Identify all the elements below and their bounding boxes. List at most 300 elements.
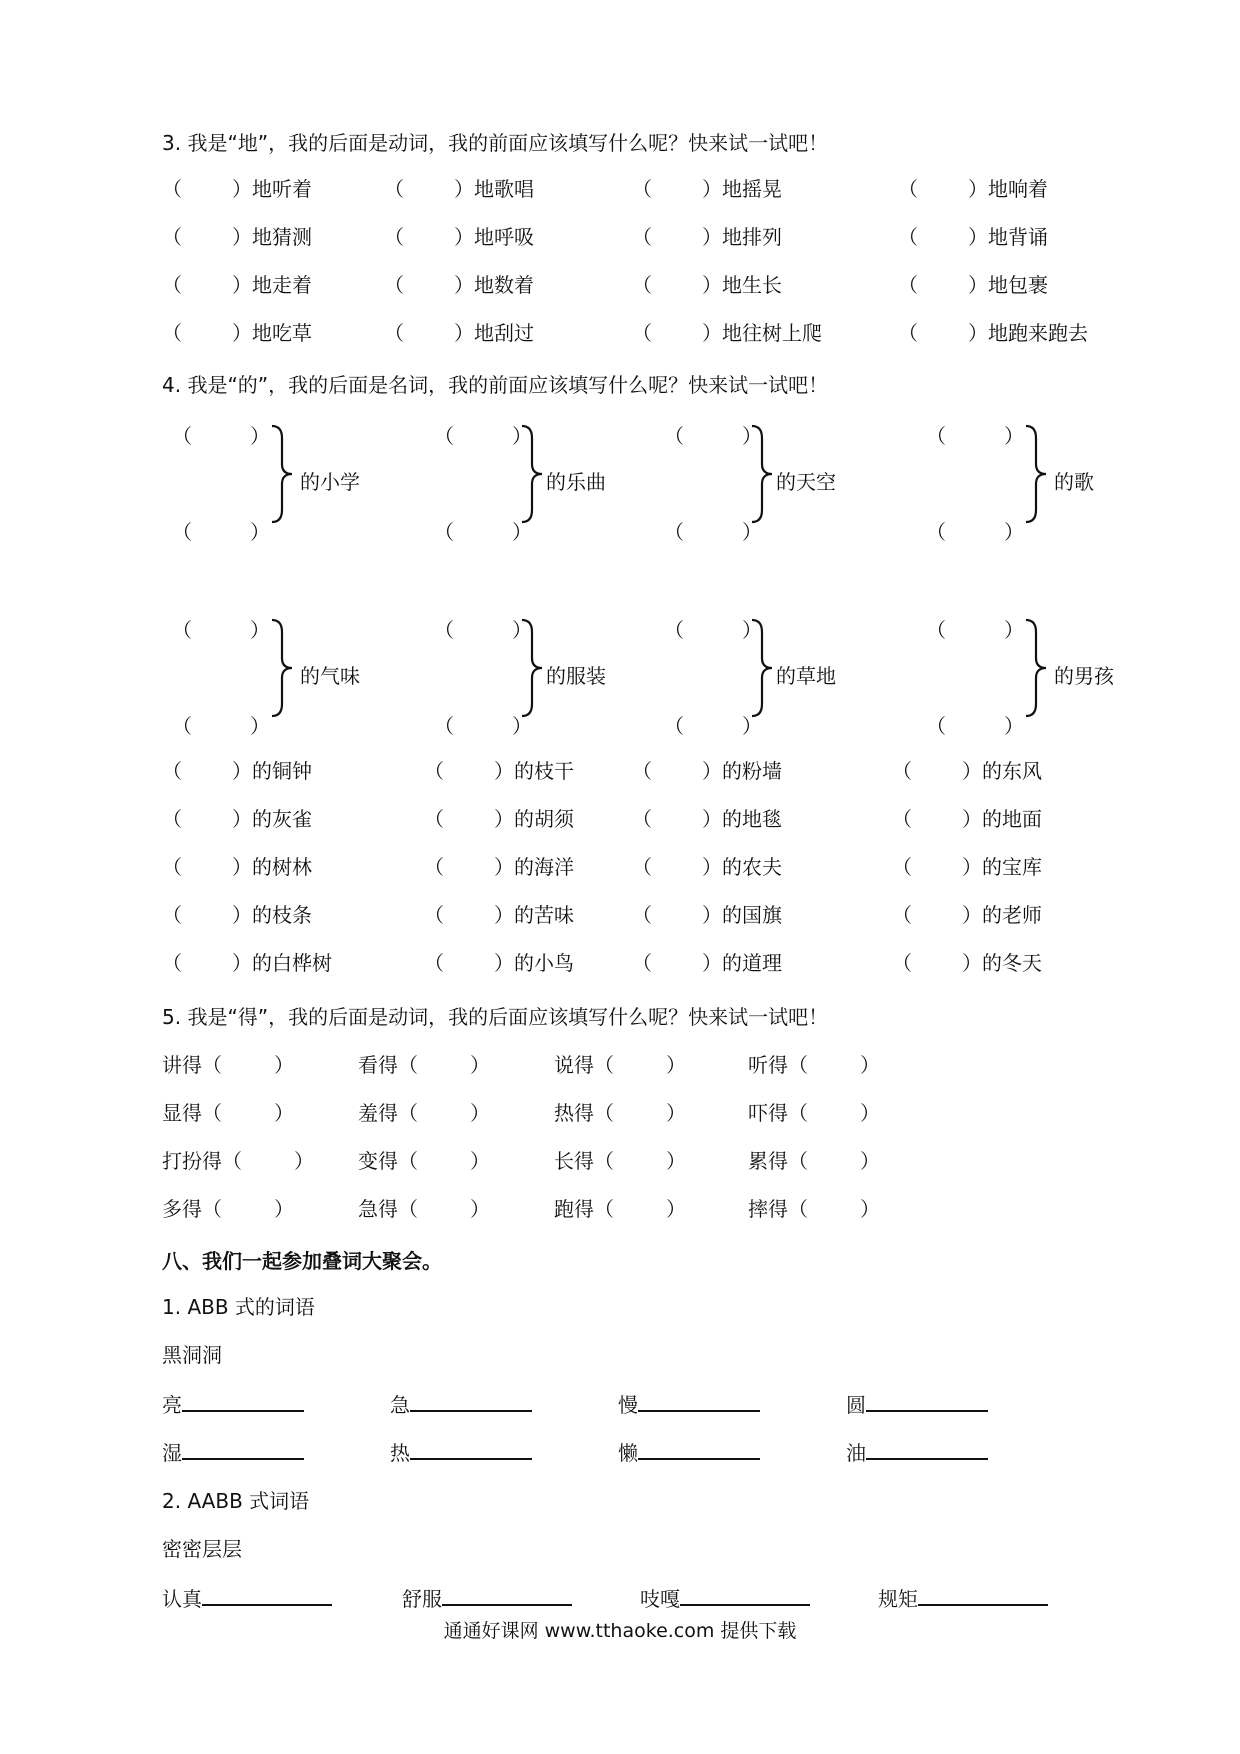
- open-paren: （: [424, 807, 444, 831]
- q3-row: [162, 176, 1122, 202]
- abb-item: [390, 1438, 532, 1466]
- q5-item: [748, 1196, 880, 1222]
- q3-item: [384, 176, 534, 202]
- q4-brace-group: [654, 420, 894, 544]
- open-paren: （: [162, 273, 182, 297]
- close-paren: ）: [250, 714, 270, 738]
- q5-word: 急得: [358, 1197, 398, 1221]
- q4-item: [424, 950, 574, 976]
- open-paren: （: [664, 520, 684, 544]
- right-brace-icon: [1024, 618, 1048, 718]
- aabb-word: 规矩: [878, 1587, 918, 1611]
- open-paren: （: [892, 855, 912, 879]
- q3-item: [898, 224, 1048, 250]
- q3-item: [898, 320, 1088, 346]
- q4-brace-group: [916, 420, 1156, 544]
- abb-word: 油: [846, 1441, 866, 1465]
- abb-word: 湿: [162, 1441, 182, 1465]
- open-paren: （: [202, 1197, 222, 1221]
- open-paren: （: [788, 1197, 808, 1221]
- open-paren: （: [892, 903, 912, 927]
- q4-brace-word: 的乐曲: [546, 470, 606, 494]
- q4-word: 的老师: [982, 903, 1042, 927]
- open-paren: （: [632, 177, 652, 201]
- close-paren: ）: [702, 855, 722, 879]
- close-paren: ）: [454, 177, 474, 201]
- q5-word: 热得: [554, 1101, 594, 1125]
- q3-word: 地呼吸: [474, 225, 534, 249]
- close-paren: ）: [470, 1053, 490, 1077]
- q3-title: 3. 我是“地”，我的后面是动词，我的前面应该填写什么呢？快来试一试吧！: [162, 131, 829, 155]
- close-paren: ）: [742, 714, 762, 738]
- open-paren: （: [162, 807, 182, 831]
- q3-item: [384, 224, 534, 250]
- open-paren: （: [898, 321, 918, 345]
- q5-item: [554, 1196, 686, 1222]
- aabb-title: 2. AABB 式词语: [162, 1489, 310, 1513]
- q5-item: [748, 1100, 880, 1126]
- q4-row: [162, 854, 1122, 880]
- open-paren: （: [424, 759, 444, 783]
- open-paren: （: [202, 1053, 222, 1077]
- q5-row: [162, 1100, 1122, 1126]
- q5-row: [162, 1148, 1122, 1174]
- q4-item: [892, 758, 1042, 784]
- close-paren: ）: [968, 321, 988, 345]
- close-paren: ）: [860, 1053, 880, 1077]
- q5-word: 多得: [162, 1197, 202, 1221]
- close-paren: ）: [494, 903, 514, 927]
- q3-row: [162, 272, 1122, 298]
- q3-word: 地跑来跑去: [988, 321, 1088, 345]
- q4-word: 的灰雀: [252, 807, 312, 831]
- close-paren: ）: [962, 951, 982, 975]
- q3-item: [162, 176, 312, 202]
- open-paren: （: [926, 618, 946, 642]
- close-paren: ）: [232, 177, 252, 201]
- underline-blank[interactable]: [410, 1390, 532, 1412]
- close-paren: ）: [232, 951, 252, 975]
- aabb-word: 吱嘎: [640, 1587, 680, 1611]
- q5-item: [162, 1148, 314, 1174]
- q4-word: 的枝干: [514, 759, 574, 783]
- q4-word: 的东风: [982, 759, 1042, 783]
- close-paren: ）: [232, 225, 252, 249]
- open-paren: （: [384, 321, 404, 345]
- open-paren: （: [594, 1101, 614, 1125]
- q4-item: [162, 758, 312, 784]
- q5-word: 羞得: [358, 1101, 398, 1125]
- aabb-item: [640, 1584, 810, 1612]
- q3-word: 地歌唱: [474, 177, 534, 201]
- open-paren: （: [926, 714, 946, 738]
- close-paren: ）: [666, 1149, 686, 1173]
- q4-word: 的宝库: [982, 855, 1042, 879]
- open-paren: （: [434, 424, 454, 448]
- q3-word: 地听着: [252, 177, 312, 201]
- open-paren: （: [172, 618, 192, 642]
- close-paren: ）: [232, 855, 252, 879]
- open-paren: （: [162, 225, 182, 249]
- right-brace-icon: [270, 618, 294, 718]
- right-brace-icon: [520, 618, 544, 718]
- abb-word: 慢: [618, 1393, 638, 1417]
- q4-brace-word: 的天空: [776, 470, 836, 494]
- aabb-row: [162, 1584, 1122, 1610]
- q3-word: 地背诵: [988, 225, 1048, 249]
- q5-item: [358, 1196, 490, 1222]
- q5-item: [554, 1148, 686, 1174]
- q5-word: 显得: [162, 1101, 202, 1125]
- close-paren: ）: [232, 807, 252, 831]
- q4-item: [632, 950, 782, 976]
- q4-word: 的道理: [722, 951, 782, 975]
- q3-word: 地生长: [722, 273, 782, 297]
- abb-row: [162, 1390, 1122, 1416]
- close-paren: ）: [494, 855, 514, 879]
- underline-blank[interactable]: [410, 1438, 532, 1460]
- abb-item: [618, 1390, 760, 1418]
- open-paren: （: [926, 520, 946, 544]
- q3-item: [632, 320, 822, 346]
- q4-item: [424, 758, 574, 784]
- abb-title: 1. ABB 式的词语: [162, 1295, 315, 1319]
- open-paren: （: [172, 520, 192, 544]
- q4-item: [892, 854, 1042, 880]
- abb-word: 圆: [846, 1393, 866, 1417]
- underline-blank[interactable]: [442, 1584, 572, 1606]
- close-paren: ）: [470, 1101, 490, 1125]
- q5-word: 变得: [358, 1149, 398, 1173]
- close-paren: ）: [494, 807, 514, 831]
- q4-word: 的枝条: [252, 903, 312, 927]
- close-paren: ）: [274, 1197, 294, 1221]
- abb-word: 懒: [618, 1441, 638, 1465]
- close-paren: ）: [250, 618, 270, 642]
- q3-item: [162, 320, 312, 346]
- close-paren: ）: [860, 1149, 880, 1173]
- q5-word: 打扮得: [162, 1149, 222, 1173]
- q5-word: 跑得: [554, 1197, 594, 1221]
- q3-item: [162, 272, 312, 298]
- q3-word: 地刮过: [474, 321, 534, 345]
- open-paren: （: [162, 903, 182, 927]
- q4-item: [424, 806, 574, 832]
- q4-word: 的胡须: [514, 807, 574, 831]
- underline-blank[interactable]: [866, 1438, 988, 1460]
- close-paren: ）: [232, 903, 252, 927]
- close-paren: ）: [702, 951, 722, 975]
- q4-item: [892, 902, 1042, 928]
- open-paren: （: [892, 807, 912, 831]
- close-paren: ）: [512, 520, 532, 544]
- close-paren: ）: [1004, 520, 1024, 544]
- q4-word: 的冬天: [982, 951, 1042, 975]
- underline-blank[interactable]: [182, 1390, 304, 1412]
- q4-item: [632, 854, 782, 880]
- close-paren: ）: [512, 714, 532, 738]
- q5-item: [554, 1052, 686, 1078]
- close-paren: ）: [232, 321, 252, 345]
- open-paren: （: [632, 225, 652, 249]
- aabb-item: [162, 1584, 332, 1612]
- open-paren: （: [632, 759, 652, 783]
- close-paren: ）: [962, 759, 982, 783]
- q3-item: [632, 176, 782, 202]
- close-paren: ）: [968, 273, 988, 297]
- close-paren: ）: [702, 807, 722, 831]
- open-paren: （: [172, 714, 192, 738]
- close-paren: ）: [250, 424, 270, 448]
- close-paren: ）: [232, 273, 252, 297]
- open-paren: （: [398, 1149, 418, 1173]
- q3-item: [898, 176, 1048, 202]
- close-paren: ）: [494, 759, 514, 783]
- q4-brace-group: [424, 420, 664, 544]
- q3-word: 地吃草: [252, 321, 312, 345]
- q5-word: 讲得: [162, 1053, 202, 1077]
- open-paren: （: [632, 321, 652, 345]
- close-paren: ）: [860, 1197, 880, 1221]
- underline-blank[interactable]: [638, 1438, 760, 1460]
- q3-word: 地包裹: [988, 273, 1048, 297]
- open-paren: （: [892, 951, 912, 975]
- q4-item: [162, 950, 332, 976]
- open-paren: （: [162, 951, 182, 975]
- q5-word: 累得: [748, 1149, 788, 1173]
- q5-item: [358, 1100, 490, 1126]
- q4-item: [162, 806, 312, 832]
- q5-item: [748, 1052, 880, 1078]
- aabb-word: 认真: [162, 1587, 202, 1611]
- q4-item: [632, 758, 782, 784]
- footer: 通通好课网 www.tthaoke.com 提供下载: [443, 1620, 797, 1642]
- abb-example: 黑洞洞: [162, 1343, 222, 1367]
- open-paren: （: [424, 903, 444, 927]
- close-paren: ）: [1004, 618, 1024, 642]
- open-paren: （: [162, 177, 182, 201]
- open-paren: （: [664, 714, 684, 738]
- underline-blank[interactable]: [638, 1390, 760, 1412]
- close-paren: ）: [494, 951, 514, 975]
- q3-item: [632, 272, 782, 298]
- q3-word: 地走着: [252, 273, 312, 297]
- aabb-item: [402, 1584, 572, 1612]
- close-paren: ）: [470, 1197, 490, 1221]
- abb-item: [162, 1438, 304, 1466]
- open-paren: （: [632, 903, 652, 927]
- close-paren: ）: [294, 1149, 314, 1173]
- open-paren: （: [594, 1053, 614, 1077]
- q5-word: 说得: [554, 1053, 594, 1077]
- abb-item: [846, 1438, 988, 1466]
- q4-word: 的海洋: [514, 855, 574, 879]
- close-paren: ）: [968, 177, 988, 201]
- q4-word: 的地面: [982, 807, 1042, 831]
- q3-word: 地猜测: [252, 225, 312, 249]
- q5-word: 吓得: [748, 1101, 788, 1125]
- q4-word: 的小鸟: [514, 951, 574, 975]
- abb-item: [162, 1390, 304, 1418]
- q5-word: 看得: [358, 1053, 398, 1077]
- q3-word: 地往树上爬: [722, 321, 822, 345]
- close-paren: ）: [512, 424, 532, 448]
- close-paren: ）: [274, 1101, 294, 1125]
- close-paren: ）: [232, 759, 252, 783]
- open-paren: （: [788, 1053, 808, 1077]
- open-paren: （: [162, 321, 182, 345]
- open-paren: （: [434, 714, 454, 738]
- open-paren: （: [788, 1101, 808, 1125]
- q4-brace-word: 的草地: [776, 664, 836, 688]
- q4-brace-group: [424, 614, 664, 738]
- q4-brace-group: [162, 614, 402, 738]
- close-paren: ）: [962, 807, 982, 831]
- q4-word: 的铜钟: [252, 759, 312, 783]
- close-paren: ）: [454, 225, 474, 249]
- close-paren: ）: [860, 1101, 880, 1125]
- q4-word: 的地毯: [722, 807, 782, 831]
- close-paren: ）: [470, 1149, 490, 1173]
- q5-word: 听得: [748, 1053, 788, 1077]
- open-paren: （: [172, 424, 192, 448]
- abb-item: [390, 1390, 532, 1418]
- open-paren: （: [424, 951, 444, 975]
- q3-item: [384, 320, 534, 346]
- open-paren: （: [898, 177, 918, 201]
- close-paren: ）: [1004, 714, 1024, 738]
- close-paren: ）: [1004, 424, 1024, 448]
- q5-item: [554, 1100, 686, 1126]
- close-paren: ）: [968, 225, 988, 249]
- underline-blank[interactable]: [866, 1390, 988, 1412]
- q4-brace-group: [654, 614, 894, 738]
- open-paren: （: [398, 1101, 418, 1125]
- q5-item: [162, 1196, 294, 1222]
- open-paren: （: [162, 855, 182, 879]
- q4-word: 的国旗: [722, 903, 782, 927]
- abb-item: [846, 1390, 988, 1418]
- close-paren: ）: [454, 321, 474, 345]
- q3-word: 地数着: [474, 273, 534, 297]
- q3-row: [162, 320, 1122, 346]
- q5-item: [162, 1052, 294, 1078]
- abb-row: [162, 1438, 1122, 1464]
- q3-item: [162, 224, 312, 250]
- close-paren: ）: [742, 424, 762, 448]
- q5-row: [162, 1052, 1122, 1078]
- open-paren: （: [788, 1149, 808, 1173]
- q4-word: 的苦味: [514, 903, 574, 927]
- section-8-title: 八、我们一起参加叠词大聚会。: [162, 1249, 442, 1273]
- q4-word: 的白桦树: [252, 951, 332, 975]
- q4-brace-word: 的小学: [300, 470, 360, 494]
- q5-title: 5. 我是“得”，我的后面是动词，我的后面应该填写什么呢？快来试一试吧！: [162, 1005, 829, 1029]
- q4-item: [632, 902, 782, 928]
- q4-item: [162, 854, 312, 880]
- close-paren: ）: [666, 1053, 686, 1077]
- q4-word: 的粉墙: [722, 759, 782, 783]
- right-brace-icon: [270, 424, 294, 524]
- close-paren: ）: [742, 520, 762, 544]
- q4-row: [162, 902, 1122, 928]
- abb-word: 热: [390, 1441, 410, 1465]
- close-paren: ）: [274, 1053, 294, 1077]
- open-paren: （: [632, 807, 652, 831]
- close-paren: ）: [666, 1197, 686, 1221]
- aabb-word: 舒服: [402, 1587, 442, 1611]
- q3-item: [632, 224, 782, 250]
- close-paren: ）: [454, 273, 474, 297]
- open-paren: （: [664, 618, 684, 642]
- q5-row: [162, 1196, 1122, 1222]
- open-paren: （: [926, 424, 946, 448]
- q5-item: [358, 1052, 490, 1078]
- close-paren: ）: [702, 759, 722, 783]
- close-paren: ）: [742, 618, 762, 642]
- q4-brace-word: 的服装: [546, 664, 606, 688]
- q4-row: [162, 806, 1122, 832]
- q4-item: [892, 950, 1042, 976]
- q3-item: [898, 272, 1048, 298]
- q4-row: [162, 758, 1122, 784]
- q4-word: 的树林: [252, 855, 312, 879]
- right-brace-icon: [750, 618, 774, 718]
- q5-item: [358, 1148, 490, 1174]
- open-paren: （: [632, 273, 652, 297]
- open-paren: （: [434, 618, 454, 642]
- q4-brace-word: 的歌: [1054, 470, 1094, 494]
- close-paren: ）: [702, 225, 722, 249]
- q4-item: [892, 806, 1042, 832]
- close-paren: ）: [962, 855, 982, 879]
- open-paren: （: [202, 1101, 222, 1125]
- open-paren: （: [222, 1149, 242, 1173]
- open-paren: （: [424, 855, 444, 879]
- q4-brace-word: 的气味: [300, 664, 360, 688]
- q3-row: [162, 224, 1122, 250]
- aabb-example: 密密层层: [162, 1537, 242, 1561]
- close-paren: ）: [702, 321, 722, 345]
- open-paren: （: [632, 855, 652, 879]
- close-paren: ）: [512, 618, 532, 642]
- abb-item: [618, 1438, 760, 1466]
- q5-word: 长得: [554, 1149, 594, 1173]
- q4-brace-word: 的男孩: [1054, 664, 1114, 688]
- open-paren: （: [384, 225, 404, 249]
- aabb-item: [878, 1584, 1048, 1612]
- open-paren: （: [898, 225, 918, 249]
- q4-row: [162, 950, 1122, 976]
- q3-word: 地响着: [988, 177, 1048, 201]
- open-paren: （: [594, 1197, 614, 1221]
- underline-blank[interactable]: [918, 1584, 1048, 1606]
- underline-blank[interactable]: [202, 1584, 332, 1606]
- open-paren: （: [384, 273, 404, 297]
- open-paren: （: [398, 1197, 418, 1221]
- abb-word: 亮: [162, 1393, 182, 1417]
- q4-item: [632, 806, 782, 832]
- underline-blank[interactable]: [182, 1438, 304, 1460]
- open-paren: （: [892, 759, 912, 783]
- q4-word: 的农夫: [722, 855, 782, 879]
- q5-item: [162, 1100, 294, 1126]
- close-paren: ）: [962, 903, 982, 927]
- underline-blank[interactable]: [680, 1584, 810, 1606]
- q5-word: 摔得: [748, 1197, 788, 1221]
- open-paren: （: [434, 520, 454, 544]
- q4-item: [424, 854, 574, 880]
